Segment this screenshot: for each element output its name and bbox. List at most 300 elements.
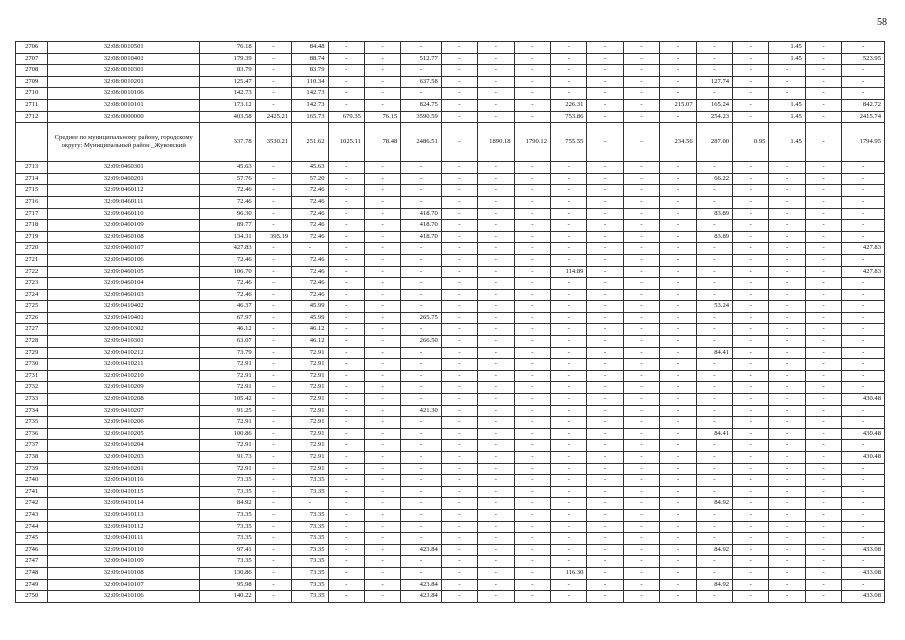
table-cell: - [769,65,805,77]
table-cell: - [514,370,550,382]
table-cell: 2737 [16,440,48,452]
table-cell: - [805,53,841,65]
table-cell: - [328,266,364,278]
table-cell: - [401,370,441,382]
table-cell: - [364,428,400,440]
table-cell: - [805,591,841,603]
table-row [16,111,885,123]
table-cell: - [364,417,400,429]
table-cell: - [842,312,885,324]
table-cell: - [551,591,587,603]
table-cell: 32:09:0460301 [48,162,200,174]
table-cell: 72.46 [200,254,256,266]
table-cell: - [514,301,550,313]
table-cell: 84.41 [696,347,732,359]
table-cell: - [769,417,805,429]
table-cell: - [587,324,623,336]
table-cell: 125.47 [200,76,256,88]
table-cell: - [660,405,696,417]
table-cell: - [255,243,291,255]
table-cell: - [514,111,550,123]
table-cell: 84.92 [200,498,256,510]
table-cell: - [805,405,841,417]
table-cell: 91.73 [200,452,256,464]
table-cell: - [623,243,659,255]
table-cell: 32:09:0410302 [48,324,200,336]
table-row [16,405,885,417]
table-cell: 2743 [16,509,48,521]
table-cell: - [623,394,659,406]
table-cell: 140.22 [200,591,256,603]
table-cell: 32:08:0010106 [48,88,200,100]
table-cell: - [587,65,623,77]
table-cell: - [292,243,328,255]
table-cell: - [842,42,885,54]
table-cell: 1.45 [769,42,805,54]
table-cell: - [292,498,328,510]
table-cell: - [478,544,514,556]
table-cell: 32:09:0410210 [48,370,200,382]
table-cell: 2740 [16,475,48,487]
table-cell: 179.39 [200,53,256,65]
table-cell: - [514,53,550,65]
table-cell: - [623,556,659,568]
table-cell: - [441,475,477,487]
table-cell: - [328,394,364,406]
table-cell: - [514,336,550,348]
table-cell: - [401,173,441,185]
table-cell: - [364,196,400,208]
table-cell: - [769,370,805,382]
table-cell: - [769,266,805,278]
table-cell: - [514,533,550,545]
table-cell: 32:09:0410113 [48,509,200,521]
table-cell: - [805,220,841,232]
table-cell: 32:09:0410111 [48,533,200,545]
table-cell: - [551,42,587,54]
table-cell: - [364,88,400,100]
table-cell: 73.35 [292,579,328,591]
table-cell: 2730 [16,359,48,371]
table-cell: - [478,266,514,278]
table-cell: - [623,428,659,440]
table-cell: - [842,533,885,545]
table-cell: 2706 [16,42,48,54]
table-cell: - [660,428,696,440]
table-cell: - [328,65,364,77]
table-cell: 72.46 [292,185,328,197]
table-cell: - [623,475,659,487]
table-row [16,394,885,406]
table-cell: - [364,42,400,54]
table-cell: - [514,382,550,394]
table-cell: 2727 [16,324,48,336]
table-cell: 2716 [16,196,48,208]
table-cell: 73.35 [292,591,328,603]
table-cell: - [696,312,732,324]
table-cell: - [623,111,659,123]
table-cell: - [660,208,696,220]
table-cell: 2745 [16,533,48,545]
table-cell: - [733,382,769,394]
table-cell: 32:09:0460104 [48,278,200,290]
table-row [16,544,885,556]
table-cell: - [842,382,885,394]
table-cell: - [255,579,291,591]
table-cell: 106.70 [200,266,256,278]
table-cell: - [842,208,885,220]
table-cell: - [364,533,400,545]
table-cell: - [551,88,587,100]
table-cell: - [255,556,291,568]
table-cell: - [478,254,514,266]
table-cell: - [805,486,841,498]
table-cell: - [660,185,696,197]
table-cell: - [769,591,805,603]
table-cell: 2750 [16,591,48,603]
table-cell: 142.73 [292,88,328,100]
table-cell: - [364,254,400,266]
page-number: 58 [877,17,887,28]
table-cell: - [441,88,477,100]
table-cell: 423.84 [401,579,441,591]
table-cell: - [842,556,885,568]
table-cell: - [623,266,659,278]
table-cell: 32:09:0410301 [48,336,200,348]
table-cell: - [364,521,400,533]
table-cell: - [401,556,441,568]
table-cell: 2724 [16,289,48,301]
table-cell: 2709 [16,76,48,88]
table-cell: - [623,123,659,162]
table-cell: 2718 [16,220,48,232]
table-cell: - [733,301,769,313]
table-cell: - [769,243,805,255]
table-cell: - [696,475,732,487]
table-cell: 72.46 [200,185,256,197]
table-cell: - [441,417,477,429]
table-cell: - [328,556,364,568]
table-cell: 32:09:0410109 [48,556,200,568]
table-cell: - [364,440,400,452]
table-cell: - [401,266,441,278]
table-cell: - [364,475,400,487]
table-cell: - [660,266,696,278]
table-cell: - [696,394,732,406]
table-cell: 2713 [16,162,48,174]
table-cell: - [805,440,841,452]
table-cell: - [733,417,769,429]
table-cell: 130.86 [200,567,256,579]
table-cell: 100.86 [200,428,256,440]
table-cell: 32:09:0410114 [48,498,200,510]
table-cell: - [805,556,841,568]
table-cell: 45.63 [200,162,256,174]
table-cell: - [587,533,623,545]
table-cell: - [842,359,885,371]
table-cell: - [696,463,732,475]
table-cell: - [660,556,696,568]
table-cell: - [733,185,769,197]
table-cell: - [696,278,732,290]
table-cell: - [587,301,623,313]
table-cell: - [328,53,364,65]
table-cell: - [441,591,477,603]
table-cell: - [805,231,841,243]
table-cell: - [587,556,623,568]
table-cell: 72.91 [292,347,328,359]
table-cell: - [328,312,364,324]
table-cell: 1890.18 [478,123,514,162]
table-cell: - [842,76,885,88]
table-cell: - [255,289,291,301]
table-cell: - [364,579,400,591]
table-cell: 66.22 [696,173,732,185]
table-cell: - [587,173,623,185]
table-cell: - [478,556,514,568]
table-cell: 2710 [16,88,48,100]
table-cell: - [623,579,659,591]
table-cell: - [514,347,550,359]
table-cell: 679.35 [328,111,364,123]
table-cell: - [255,65,291,77]
table-cell: 3530.21 [255,123,291,162]
table-cell: - [551,509,587,521]
table-cell: - [478,162,514,174]
table-cell: - [733,76,769,88]
table-cell: - [805,173,841,185]
table-cell: - [551,220,587,232]
table-cell: 1.45 [769,123,805,162]
table-cell: - [478,394,514,406]
table-cell: - [401,347,441,359]
table-cell: 2741 [16,486,48,498]
table-cell: - [328,475,364,487]
table-cell: 32:09:0460112 [48,185,200,197]
table-cell: 32:09:0410209 [48,382,200,394]
table-cell: - [623,208,659,220]
table-cell: - [623,591,659,603]
table-cell: - [696,243,732,255]
table-cell: - [696,486,732,498]
table-cell: - [514,88,550,100]
table-cell: - [696,556,732,568]
table-cell: - [696,185,732,197]
table-cell: - [805,417,841,429]
table-cell: 88.74 [292,53,328,65]
table-cell: - [769,533,805,545]
table-cell: - [733,359,769,371]
table-cell: 2719 [16,231,48,243]
table-cell: - [478,533,514,545]
table-cell: - [769,405,805,417]
table-cell: 32:09:0460108 [48,231,200,243]
table-row [16,556,885,568]
table-cell: - [805,509,841,521]
table-cell: - [587,452,623,464]
table-cell: 72.91 [292,417,328,429]
table-cell: - [441,123,477,162]
table-cell: - [478,521,514,533]
table-cell: - [769,544,805,556]
table-cell: - [514,556,550,568]
table-cell: - [478,417,514,429]
table-cell: - [623,509,659,521]
table-cell: - [842,486,885,498]
table-cell: 32:08:0010201 [48,76,200,88]
table-cell: - [660,533,696,545]
table-cell: - [514,394,550,406]
table-cell: - [441,509,477,521]
table-cell: - [255,266,291,278]
table-cell: 2744 [16,521,48,533]
table-cell: - [842,254,885,266]
summary-blank-cell [16,123,48,162]
table-cell: - [478,498,514,510]
table-row [16,208,885,220]
table-cell: - [733,220,769,232]
table-cell: - [805,544,841,556]
table-cell: - [441,428,477,440]
table-row [16,185,885,197]
table-cell: - [328,405,364,417]
table-cell: 73.35 [200,486,256,498]
table-cell: - [696,266,732,278]
table-cell: - [401,359,441,371]
table-cell: - [660,486,696,498]
table-cell: - [551,475,587,487]
table-cell: - [255,278,291,290]
table-cell: - [733,556,769,568]
table-cell: 84.48 [292,42,328,54]
table-cell: 32:09:0460107 [48,243,200,255]
table-cell: - [733,312,769,324]
table-cell: 67.97 [200,312,256,324]
table-cell: 46.12 [292,336,328,348]
table-cell: - [255,196,291,208]
table-cell: - [441,111,477,123]
table-cell: - [696,88,732,100]
table-cell: - [255,498,291,510]
table-cell: 165.73 [292,111,328,123]
table-cell: - [478,88,514,100]
table-cell: - [587,440,623,452]
table-cell: - [478,208,514,220]
table-cell: 72.91 [200,359,256,371]
table-cell: - [660,475,696,487]
table-cell: - [660,498,696,510]
table-cell: 165.24 [696,99,732,111]
table-cell: - [842,405,885,417]
table-row [16,99,885,111]
table-cell: - [441,254,477,266]
table-cell: - [441,324,477,336]
table-cell: - [551,301,587,313]
table-cell: - [733,208,769,220]
table-cell: - [805,324,841,336]
table-body [16,42,885,603]
table-cell: - [805,266,841,278]
table-row [16,509,885,521]
table-cell: - [551,312,587,324]
table-cell: - [328,417,364,429]
table-cell: - [364,278,400,290]
table-cell: - [660,88,696,100]
table-cell: - [660,173,696,185]
table-cell: - [441,382,477,394]
table-cell: - [364,266,400,278]
table-cell: - [514,208,550,220]
table-cell: 2746 [16,544,48,556]
table-cell: - [478,173,514,185]
table-cell: - [514,76,550,88]
table-cell: - [478,185,514,197]
table-cell: - [842,336,885,348]
table-cell: - [514,254,550,266]
table-cell: 2732 [16,382,48,394]
table-cell: - [255,463,291,475]
table-cell: 72.91 [292,370,328,382]
table-cell: - [364,243,400,255]
table-cell: - [328,254,364,266]
table-cell: - [842,509,885,521]
table-cell: - [328,278,364,290]
table-cell: - [255,452,291,464]
table-cell: - [733,162,769,174]
table-cell: - [441,220,477,232]
table-cell: - [551,254,587,266]
table-cell: - [255,475,291,487]
table-cell: - [623,533,659,545]
table-cell: - [733,394,769,406]
table-cell: - [441,231,477,243]
table-cell: 753.86 [551,111,587,123]
table-cell: - [364,162,400,174]
table-cell: - [587,567,623,579]
table-cell: - [514,417,550,429]
table-row [16,324,885,336]
summary-row [16,123,885,162]
table-cell: - [769,312,805,324]
table-cell: - [842,278,885,290]
table-cell: - [660,289,696,301]
table-cell: - [551,556,587,568]
table-cell: - [769,278,805,290]
table-cell: - [733,65,769,77]
table-cell: - [514,185,550,197]
table-cell: 57.20 [292,173,328,185]
table-cell: 32:09:0410212 [48,347,200,359]
table-cell: - [328,521,364,533]
table-cell: 72.46 [292,254,328,266]
table-cell: - [551,324,587,336]
table-cell: - [255,567,291,579]
table-cell: - [364,463,400,475]
table-cell: - [441,579,477,591]
table-cell: - [805,278,841,290]
table-cell: 73.35 [292,567,328,579]
table-cell: - [660,76,696,88]
table-row [16,301,885,313]
table-cell: - [255,88,291,100]
table-cell: - [514,579,550,591]
table-row [16,312,885,324]
table-row [16,463,885,475]
table-row [16,567,885,579]
table-cell: - [733,486,769,498]
table-cell: - [769,173,805,185]
table-cell: 32:08:0000000 [48,111,200,123]
